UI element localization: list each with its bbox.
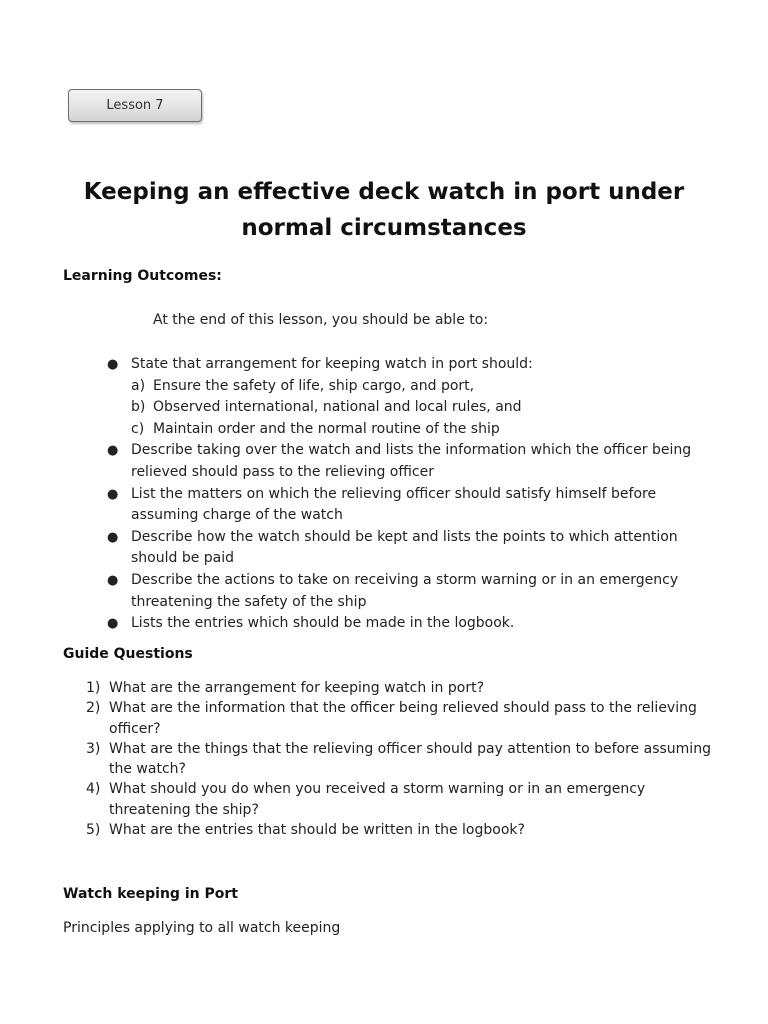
watch-keeping-heading: Watch keeping in Port: [63, 886, 238, 902]
question-number: 5): [86, 822, 101, 839]
bullet-icon: ●: [107, 572, 119, 588]
question-text: What are the arrangement for keeping watch in port?: [109, 680, 485, 696]
learning-outcomes-heading: Learning Outcomes:: [63, 268, 222, 284]
guide-questions-heading: Guide Questions: [63, 646, 193, 662]
outcome-text: Describe the actions to take on receiving a storm warning or in an emergency threatening the safety of the ship: [131, 571, 679, 610]
outcome-text: Lists the entries which should be made in the logbook.: [131, 615, 515, 632]
watch-keeping-subheading: Principles applying to all watch keeping: [63, 920, 341, 936]
bullet-icon: ●: [107, 529, 119, 545]
outcome-text: Describe taking over the watch and lists the information which the officer being relieved should pass to the relieving officer: [131, 442, 692, 480]
lesson-badge: Lesson 7: [68, 89, 202, 122]
outcome-item: [106, 613, 716, 635]
question-item: [86, 779, 716, 820]
bullet-icon: ●: [107, 443, 119, 459]
subitem-text: Maintain order and the normal routine of the ship: [153, 420, 500, 437]
outcome-subitem: [131, 397, 716, 419]
subitem-marker: c): [131, 420, 145, 437]
outcome-text: State that arrangement for keeping watch in port should:: [131, 356, 533, 372]
outcome-sublist: [131, 376, 716, 441]
subitem-text: Ensure the safety of life, ship cargo, and port,: [153, 377, 475, 394]
question-item: [86, 739, 716, 780]
question-number: 4): [86, 781, 101, 798]
question-text: What are the entries that should be written in the logbook?: [109, 822, 525, 839]
question-number: 3): [86, 740, 101, 757]
learning-outcomes-intro: At the end of this lesson, you should be able to:: [153, 312, 489, 328]
question-number: 1): [86, 680, 101, 696]
outcome-text: List the matters on which the relieving officer should satisfy himself before assuming charge of the watch: [131, 485, 657, 524]
question-text: What are the information that the officer being relieved should pass to the relieving officer?: [109, 700, 697, 737]
bullet-icon: ●: [107, 616, 119, 632]
outcome-item: [106, 484, 716, 527]
learning-outcomes-list: [106, 354, 716, 635]
guide-questions-list: [86, 678, 716, 840]
outcome-subitem: [131, 376, 716, 398]
outcome-subitem: [131, 419, 716, 441]
question-text: What should you do when you received a storm warning or in an emergency threatening the ship?: [109, 781, 646, 818]
subitem-marker: a): [131, 377, 146, 394]
subitem-text: Observed international, national and local rules, and: [153, 399, 522, 416]
question-number: 2): [86, 700, 101, 717]
outcome-item: [106, 527, 716, 570]
outcome-item: [106, 570, 716, 613]
outcome-item: [106, 354, 716, 440]
page-title: Keeping an effective deck watch in port under normal circumstances: [83, 179, 685, 241]
question-item: [86, 698, 716, 739]
bullet-icon: ●: [107, 357, 119, 372]
bullet-icon: ●: [107, 486, 119, 502]
outcome-item: [106, 440, 716, 483]
question-item: [86, 678, 716, 698]
outcome-text: Describe how the watch should be kept and lists the points to which attention should be paid: [131, 528, 678, 567]
subitem-marker: b): [131, 399, 146, 416]
question-text: What are the things that the relieving officer should pay attention to before assuming the watch?: [109, 740, 711, 778]
question-item: [86, 820, 716, 840]
